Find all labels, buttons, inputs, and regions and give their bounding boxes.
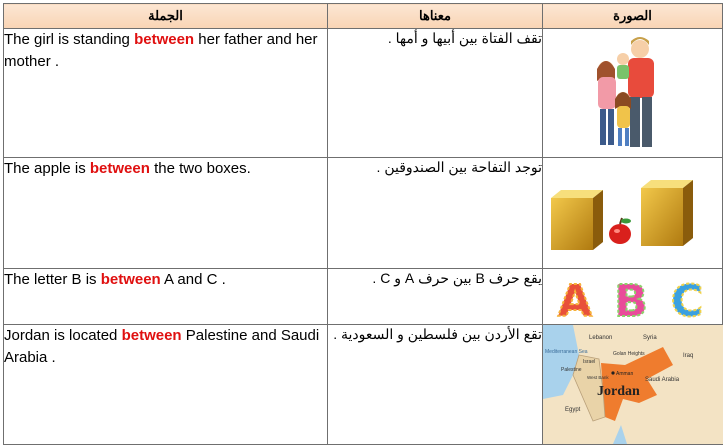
left-box: [551, 190, 603, 250]
map-label-palestine: Palestine: [561, 367, 582, 373]
flower-letter-b: B: [614, 276, 648, 324]
meaning-text: توجد التفاحة بين الصندوقين .: [376, 159, 542, 175]
map-label-jordan: Jordan: [597, 384, 640, 399]
sentence-text: A and C .: [160, 271, 226, 288]
flower-letter-c: C: [670, 276, 704, 324]
map-label-egypt: Egypt: [565, 407, 581, 413]
keyword-between: between: [100, 271, 161, 288]
map-label-syria: Syria: [643, 335, 657, 341]
map-label-golan: Golan Heights: [613, 351, 645, 357]
family-illustration: [543, 29, 723, 157]
map-label-saudi: Saudi Arabia: [645, 377, 680, 383]
sentence-text: Palestine and Saudi Arabia .: [4, 327, 320, 366]
map-label-amman: Amman: [616, 371, 634, 377]
header-picture: الصورة: [543, 4, 723, 29]
meaning-text: تقف الفتاة بين أبيها و أمها .: [387, 30, 542, 46]
meaning-cell: [328, 158, 543, 269]
sentence-cell: [4, 325, 328, 445]
apple-between-boxes-illustration: [543, 158, 723, 268]
sentence-text: Jordan is located: [4, 327, 122, 344]
meaning-text: يقع حرف B بين حرف A و C .: [372, 270, 542, 286]
table-row: [4, 29, 723, 158]
toddler-figure: [617, 53, 629, 79]
picture-cell: [543, 325, 723, 445]
keyword-between: between: [134, 31, 195, 48]
picture-cell: [543, 269, 723, 325]
picture-cell: [543, 29, 723, 158]
apple: [609, 218, 631, 244]
map-label-med-sea: Mediterranean Sea: [545, 349, 588, 355]
mother-figure: [597, 61, 616, 145]
table-row: [4, 325, 723, 445]
keyword-between: between: [89, 160, 150, 177]
meaning-cell: [328, 29, 543, 158]
sentence-text: The girl is standing: [4, 31, 135, 48]
table-header-row: [4, 4, 723, 29]
sentence-cell: [4, 29, 328, 158]
jordan-map-illustration: [543, 325, 723, 444]
map-label-israel: Israel: [583, 359, 596, 365]
sentence-text: her father and her mother .: [4, 31, 318, 70]
map-label-west-bank: West Bank: [587, 375, 609, 380]
meaning-text: تقع الأردن بين فلسطين و السعودية .: [333, 326, 542, 342]
picture-cell: [543, 158, 723, 269]
girl-figure: [615, 92, 631, 146]
vocabulary-table: [3, 3, 723, 445]
sentence-cell: [4, 269, 328, 325]
table-row: [4, 158, 723, 269]
map-label-iraq: Iraq: [683, 353, 694, 359]
flower-letter-a: A: [557, 276, 593, 324]
header-sentence: الجملة: [4, 4, 328, 29]
meaning-cell: [328, 325, 543, 445]
amman-marker: [611, 371, 614, 374]
meaning-cell: [328, 269, 543, 325]
table-row: [4, 269, 723, 325]
sentence-cell: [4, 158, 328, 269]
keyword-between: between: [121, 327, 182, 344]
sentence-text: The apple is: [4, 160, 90, 177]
sentence-text: The letter B is: [4, 271, 101, 288]
sentence-text: the two boxes.: [149, 160, 251, 177]
map-label-lebanon: Lebanon: [589, 335, 613, 341]
abc-flower-letters-illustration: [543, 269, 723, 324]
header-meaning: معناها: [328, 4, 543, 29]
father-figure: [628, 37, 654, 147]
right-box: [641, 180, 693, 246]
